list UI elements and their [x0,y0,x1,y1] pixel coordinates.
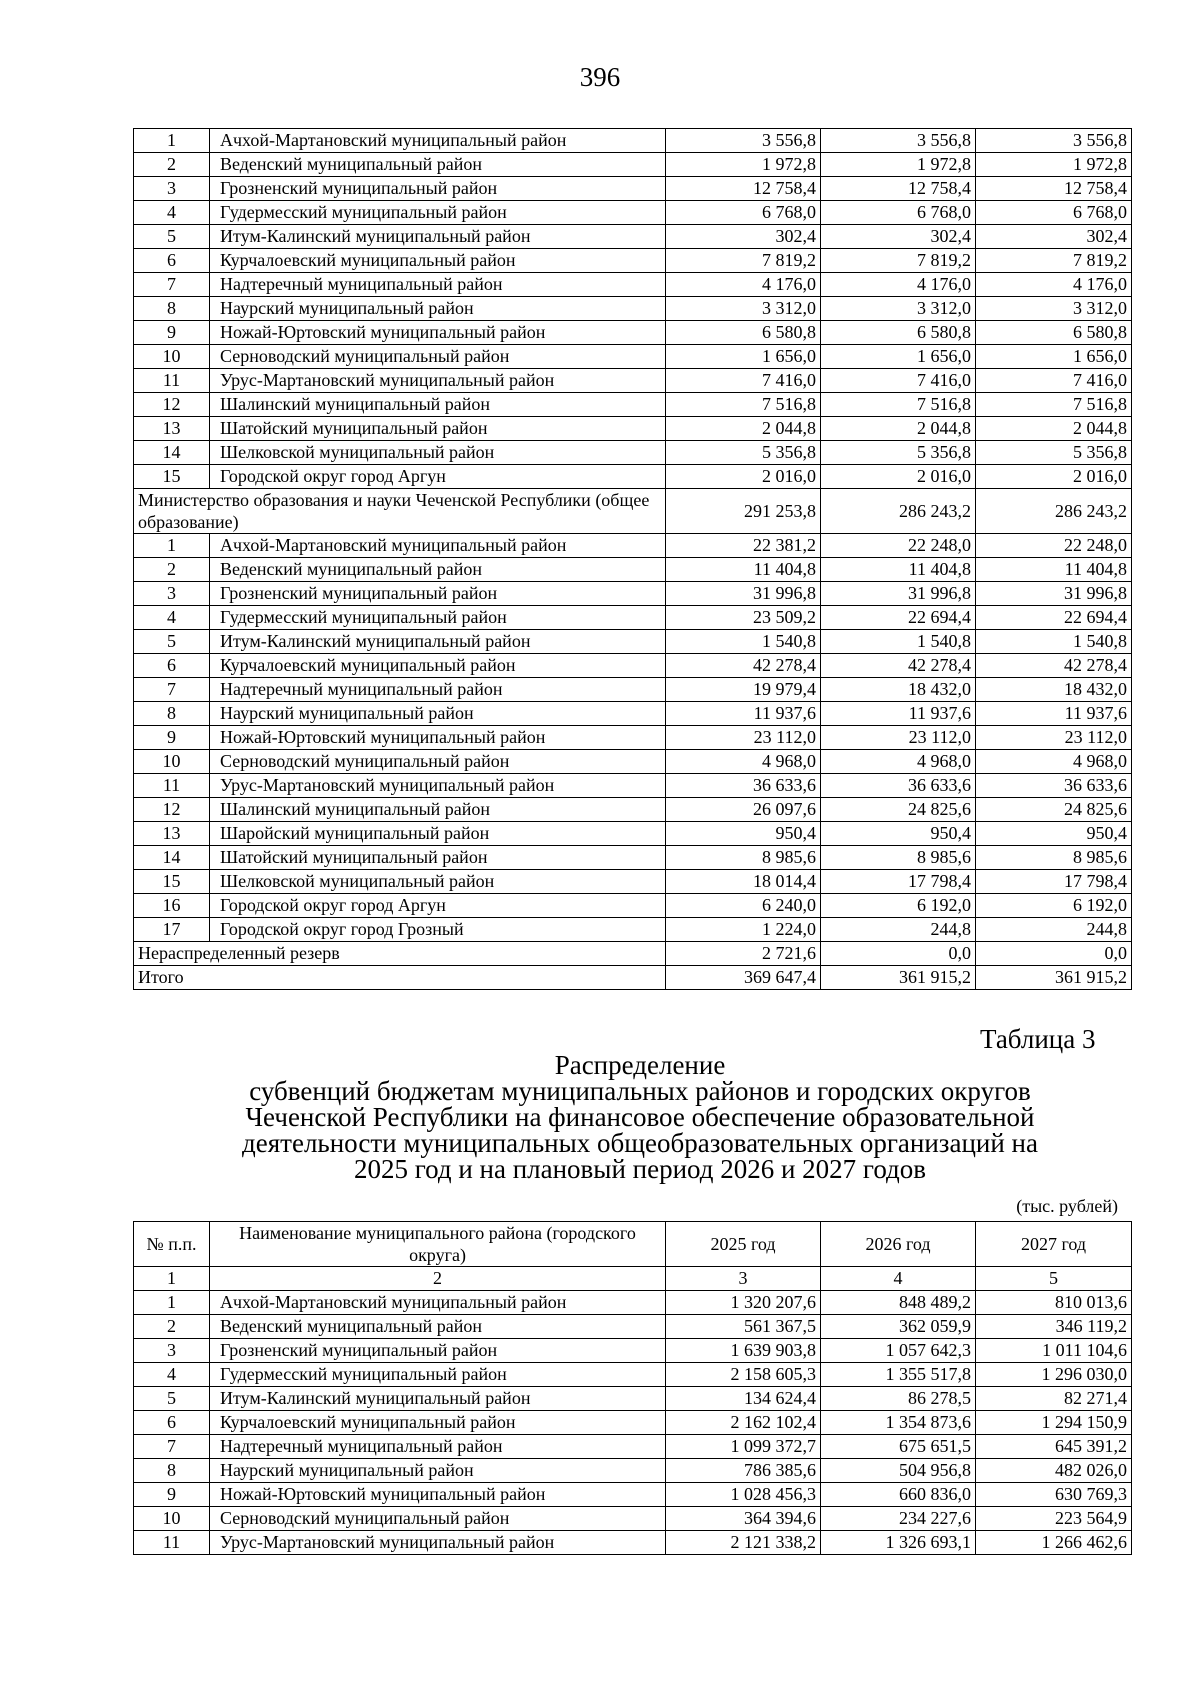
table-row [134,558,1132,582]
value-2027: 8 985,6 [976,846,1132,870]
row-number: 10 [134,750,210,774]
value-2027: 482 026,0 [976,1459,1132,1483]
value-2026: 23 112,0 [821,726,976,750]
table-row [134,654,1132,678]
table-row [134,441,1132,465]
row-number: 1 [134,534,210,558]
table-row [134,1315,1132,1339]
title-line: Распределение [554,1050,726,1080]
district-name: Надтеречный муниципальный район [210,678,666,702]
value-2025: 6 240,0 [666,894,821,918]
district-name: Городской округ город Аргун [210,894,666,918]
value-2025: 3 312,0 [666,297,821,321]
row-number: 7 [134,273,210,297]
table-row [134,798,1132,822]
table-row [134,1387,1132,1411]
district-name: Гудермесский муниципальный район [210,606,666,630]
district-name: Городской округ город Аргун [210,465,666,489]
value-2026: 1 972,8 [821,153,976,177]
table-row [134,606,1132,630]
value-2027: 11 937,6 [976,702,1132,726]
district-name: Серноводский муниципальный район [210,750,666,774]
district-name: Грозненский муниципальный район [210,177,666,201]
value-2026: 3 312,0 [821,297,976,321]
reserve-row [134,942,1132,966]
row-number: 1 [134,1291,210,1315]
table-row [134,870,1132,894]
row-number: 6 [134,1411,210,1435]
column-number: 4 [821,1267,976,1291]
district-name: Итум-Калинский муниципальный район [210,225,666,249]
value-2026: 11 404,8 [821,558,976,582]
row-number: 8 [134,1459,210,1483]
row-number: 17 [134,918,210,942]
table-row [134,393,1132,417]
value-2027: 1 294 150,9 [976,1411,1132,1435]
value-2025: 6 580,8 [666,321,821,345]
value-2026: 1 354 873,6 [821,1411,976,1435]
row-number: 9 [134,726,210,750]
page-number: 396 [579,62,621,92]
value-2027: 4 968,0 [976,750,1132,774]
table-row [134,582,1132,606]
table-row [134,1435,1132,1459]
row-number: 4 [134,606,210,630]
table-row [134,1483,1132,1507]
table-row [134,321,1132,345]
district-name: Гудермесский муниципальный район [210,1363,666,1387]
value-2025: 302,4 [666,225,821,249]
table-row [134,1291,1132,1315]
row-number: 12 [134,393,210,417]
value-2025: 19 979,4 [666,678,821,702]
total-row-label: Итого [134,966,666,990]
row-number: 3 [134,177,210,201]
district-name: Наурский муниципальный район [210,297,666,321]
district-name: Урус-Мартановский муниципальный район [210,369,666,393]
district-name: Шатойский муниципальный район [210,846,666,870]
group-row [134,489,1132,534]
row-number: 15 [134,870,210,894]
table-row [134,678,1132,702]
value-2026: 6 580,8 [821,321,976,345]
title-line: субвенций бюджетам муниципальных районов и городских округов [249,1076,1031,1106]
value-2025: 1 099 372,7 [666,1435,821,1459]
value-2027: 302,4 [976,225,1132,249]
value-2025: 12 758,4 [666,177,821,201]
value-2025: 23 509,2 [666,606,821,630]
subvention-table-continued [133,128,1132,990]
district-name: Ачхой-Мартановский муниципальный район [210,1291,666,1315]
table-3-body [134,1291,1132,1555]
value-2026: 7 416,0 [821,369,976,393]
column-number: 1 [134,1267,210,1291]
value-2025: 4 968,0 [666,750,821,774]
row-number: 11 [134,1531,210,1555]
value-2026: 31 996,8 [821,582,976,606]
table-row [134,201,1132,225]
row-number: 3 [134,582,210,606]
value-2025: 1 972,8 [666,153,821,177]
value-2026: 1 326 693,1 [821,1531,976,1555]
value-2026: 6 192,0 [821,894,976,918]
value-2027: 950,4 [976,822,1132,846]
value-2025: 6 768,0 [666,201,821,225]
value-2025: 36 633,6 [666,774,821,798]
value-2026: 361 915,2 [821,966,976,990]
value-2027: 23 112,0 [976,726,1132,750]
value-2025: 364 394,6 [666,1507,821,1531]
district-name: Серноводский муниципальный район [210,1507,666,1531]
value-2026: 0,0 [821,942,976,966]
row-number: 5 [134,1387,210,1411]
value-2025: 8 985,6 [666,846,821,870]
value-2026: 7 819,2 [821,249,976,273]
district-name: Веденский муниципальный район [210,558,666,582]
header-2025: 2025 год [666,1222,821,1267]
table-row [134,918,1132,942]
district-name: Шелковской муниципальный район [210,441,666,465]
table-row [134,534,1132,558]
value-2026: 4 968,0 [821,750,976,774]
title-line: 2025 год и на плановый период 2026 и 2027 годов [353,1154,927,1184]
row-number: 6 [134,654,210,678]
table-row [134,750,1132,774]
value-2025: 561 367,5 [666,1315,821,1339]
row-number: 14 [134,846,210,870]
row-number: 13 [134,417,210,441]
value-2025: 26 097,6 [666,798,821,822]
value-2026: 1 656,0 [821,345,976,369]
table-row [134,369,1132,393]
value-2027: 1 540,8 [976,630,1132,654]
table-row [134,129,1132,153]
table-row [134,1531,1132,1555]
row-number: 10 [134,1507,210,1531]
value-2027: 1 266 462,6 [976,1531,1132,1555]
value-2027: 2 044,8 [976,417,1132,441]
value-2025: 950,4 [666,822,821,846]
value-2025: 2 162 102,4 [666,1411,821,1435]
table-row [134,702,1132,726]
value-2026: 1 057 642,3 [821,1339,976,1363]
table-row [134,153,1132,177]
value-2025: 1 320 207,6 [666,1291,821,1315]
district-name: Ножай-Юртовский муниципальный район [210,726,666,750]
value-2025: 7 416,0 [666,369,821,393]
value-2027: 810 013,6 [976,1291,1132,1315]
header-name: Наименование муниципального района (городского округа) [210,1222,666,1267]
value-2025: 2 016,0 [666,465,821,489]
value-2026: 302,4 [821,225,976,249]
value-2025: 5 356,8 [666,441,821,465]
row-number: 5 [134,225,210,249]
column-number-row [134,1267,1132,1291]
value-2026: 6 768,0 [821,201,976,225]
table-row [134,273,1132,297]
title-line: Чеченской Республики на финансовое обеспечение образовательной [245,1102,1035,1132]
value-2026: 675 651,5 [821,1435,976,1459]
header-2027: 2027 год [976,1222,1132,1267]
value-2027: 3 312,0 [976,297,1132,321]
value-2026: 1 540,8 [821,630,976,654]
district-name: Ножай-Юртовский муниципальный район [210,1483,666,1507]
value-2026: 24 825,6 [821,798,976,822]
table-row [134,726,1132,750]
district-name: Веденский муниципальный район [210,153,666,177]
row-number: 13 [134,822,210,846]
value-2025: 1 656,0 [666,345,821,369]
district-name: Надтеречный муниципальный район [210,273,666,297]
district-name: Ачхой-Мартановский муниципальный район [210,534,666,558]
value-2026: 950,4 [821,822,976,846]
value-2026: 362 059,9 [821,1315,976,1339]
table-row [134,345,1132,369]
value-2026: 286 243,2 [821,489,976,534]
value-2026: 848 489,2 [821,1291,976,1315]
row-number: 4 [134,1363,210,1387]
value-2027: 286 243,2 [976,489,1132,534]
table-row [134,417,1132,441]
table-row [134,1411,1132,1435]
value-2027: 42 278,4 [976,654,1132,678]
value-2027: 346 119,2 [976,1315,1132,1339]
value-2027: 36 633,6 [976,774,1132,798]
value-2025: 1 540,8 [666,630,821,654]
row-number: 16 [134,894,210,918]
value-2026: 42 278,4 [821,654,976,678]
district-name: Шаройский муниципальный район [210,822,666,846]
table-row [134,465,1132,489]
row-number: 4 [134,201,210,225]
value-2025: 4 176,0 [666,273,821,297]
table-3 [133,1221,1132,1555]
value-2026: 11 937,6 [821,702,976,726]
district-name: Надтеречный муниципальный район [210,1435,666,1459]
district-name: Грозненский муниципальный район [210,1339,666,1363]
value-2026: 18 432,0 [821,678,976,702]
row-number: 15 [134,465,210,489]
value-2025: 2 044,8 [666,417,821,441]
value-2025: 22 381,2 [666,534,821,558]
value-2025: 7 516,8 [666,393,821,417]
value-2027: 3 556,8 [976,129,1132,153]
value-2027: 6 768,0 [976,201,1132,225]
header-2026: 2026 год [821,1222,976,1267]
value-2026: 660 836,0 [821,1483,976,1507]
value-2026: 86 278,5 [821,1387,976,1411]
table-row [134,822,1132,846]
value-2027: 18 432,0 [976,678,1132,702]
value-2027: 1 972,8 [976,153,1132,177]
value-2026: 8 985,6 [821,846,976,870]
district-name: Шелковской муниципальный район [210,870,666,894]
district-name: Наурский муниципальный район [210,702,666,726]
value-2026: 22 248,0 [821,534,976,558]
value-2027: 6 192,0 [976,894,1132,918]
value-2027: 24 825,6 [976,798,1132,822]
row-number: 12 [134,798,210,822]
value-2027: 7 819,2 [976,249,1132,273]
value-2025: 31 996,8 [666,582,821,606]
table-row [134,1339,1132,1363]
district-name: Курчалоевский муниципальный район [210,654,666,678]
value-2025: 2 158 605,3 [666,1363,821,1387]
district-name: Городской округ город Грозный [210,918,666,942]
row-number: 2 [134,558,210,582]
row-number: 8 [134,702,210,726]
value-2025: 7 819,2 [666,249,821,273]
row-number: 11 [134,369,210,393]
value-2026: 2 016,0 [821,465,976,489]
value-2025: 291 253,8 [666,489,821,534]
district-name: Шалинский муниципальный район [210,393,666,417]
value-2026: 3 556,8 [821,129,976,153]
table-header-row [134,1222,1132,1267]
value-2027: 17 798,4 [976,870,1132,894]
value-2027: 7 416,0 [976,369,1132,393]
value-2027: 31 996,8 [976,582,1132,606]
units-note: (тыс. рублей) [1016,1196,1118,1216]
value-2026: 7 516,8 [821,393,976,417]
table-label: Таблица 3 [980,1024,1096,1054]
value-2025: 1 028 456,3 [666,1483,821,1507]
table-row [134,177,1132,201]
value-2026: 1 355 517,8 [821,1363,976,1387]
value-2027: 4 176,0 [976,273,1132,297]
header-num: № п.п. [134,1222,210,1267]
value-2025: 42 278,4 [666,654,821,678]
district-name: Урус-Мартановский муниципальный район [210,774,666,798]
reserve-row-label: Нераспределенный резерв [134,942,666,966]
value-2027: 2 016,0 [976,465,1132,489]
value-2026: 17 798,4 [821,870,976,894]
row-number: 6 [134,249,210,273]
value-2027: 82 271,4 [976,1387,1132,1411]
row-number: 9 [134,321,210,345]
district-name: Курчалоевский муниципальный район [210,249,666,273]
district-name: Серноводский муниципальный район [210,345,666,369]
table-row [134,630,1132,654]
value-2027: 630 769,3 [976,1483,1132,1507]
value-2025: 134 624,4 [666,1387,821,1411]
table-row [134,1459,1132,1483]
title-line: деятельности муниципальных общеобразовательных организаций на [242,1128,1038,1158]
table-row [134,249,1132,273]
value-2026: 244,8 [821,918,976,942]
value-2025: 23 112,0 [666,726,821,750]
value-2027: 0,0 [976,942,1132,966]
value-2027: 1 296 030,0 [976,1363,1132,1387]
subvention-table-body [134,129,1132,990]
row-number: 9 [134,1483,210,1507]
value-2025: 3 556,8 [666,129,821,153]
district-name: Грозненский муниципальный район [210,582,666,606]
district-name: Наурский муниципальный район [210,1459,666,1483]
table-row [134,846,1132,870]
row-number: 7 [134,678,210,702]
table-row [134,894,1132,918]
district-name: Курчалоевский муниципальный район [210,1411,666,1435]
value-2026: 5 356,8 [821,441,976,465]
row-number: 2 [134,1315,210,1339]
table-row [134,1507,1132,1531]
row-number: 14 [134,441,210,465]
row-number: 5 [134,630,210,654]
district-name: Ачхой-Мартановский муниципальный район [210,129,666,153]
district-name: Итум-Калинский муниципальный район [210,1387,666,1411]
table-title [210,1052,1070,1182]
table-row [134,1363,1132,1387]
value-2026: 2 044,8 [821,417,976,441]
value-2025: 2 721,6 [666,942,821,966]
column-number: 5 [976,1267,1132,1291]
district-name: Гудермесский муниципальный район [210,201,666,225]
district-name: Ножай-Юртовский муниципальный район [210,321,666,345]
column-number: 3 [666,1267,821,1291]
value-2026: 4 176,0 [821,273,976,297]
value-2026: 36 633,6 [821,774,976,798]
value-2025: 18 014,4 [666,870,821,894]
table-row [134,774,1132,798]
value-2027: 361 915,2 [976,966,1132,990]
value-2025: 369 647,4 [666,966,821,990]
value-2025: 11 404,8 [666,558,821,582]
value-2025: 2 121 338,2 [666,1531,821,1555]
value-2027: 645 391,2 [976,1435,1132,1459]
value-2026: 234 227,6 [821,1507,976,1531]
value-2026: 12 758,4 [821,177,976,201]
value-2025: 1 639 903,8 [666,1339,821,1363]
value-2025: 11 937,6 [666,702,821,726]
district-name: Итум-Калинский муниципальный район [210,630,666,654]
district-name: Урус-Мартановский муниципальный район [210,1531,666,1555]
value-2025: 786 385,6 [666,1459,821,1483]
district-name: Шалинский муниципальный район [210,798,666,822]
value-2027: 22 694,4 [976,606,1132,630]
value-2026: 504 956,8 [821,1459,976,1483]
column-number: 2 [210,1267,666,1291]
district-name: Веденский муниципальный район [210,1315,666,1339]
row-number: 7 [134,1435,210,1459]
value-2027: 12 758,4 [976,177,1132,201]
total-row [134,966,1132,990]
value-2027: 5 356,8 [976,441,1132,465]
value-2027: 1 011 104,6 [976,1339,1132,1363]
value-2027: 6 580,8 [976,321,1132,345]
value-2027: 11 404,8 [976,558,1132,582]
value-2025: 1 224,0 [666,918,821,942]
value-2027: 22 248,0 [976,534,1132,558]
group-row-label: Министерство образования и науки Чеченской Республики (общее образование) [134,489,666,534]
value-2026: 22 694,4 [821,606,976,630]
row-number: 11 [134,774,210,798]
table-row [134,225,1132,249]
row-number: 2 [134,153,210,177]
value-2027: 7 516,8 [976,393,1132,417]
row-number: 3 [134,1339,210,1363]
value-2027: 1 656,0 [976,345,1132,369]
district-name: Шатойский муниципальный район [210,417,666,441]
row-number: 10 [134,345,210,369]
value-2027: 223 564,9 [976,1507,1132,1531]
row-number: 1 [134,129,210,153]
value-2027: 244,8 [976,918,1132,942]
row-number: 8 [134,297,210,321]
table-row [134,297,1132,321]
